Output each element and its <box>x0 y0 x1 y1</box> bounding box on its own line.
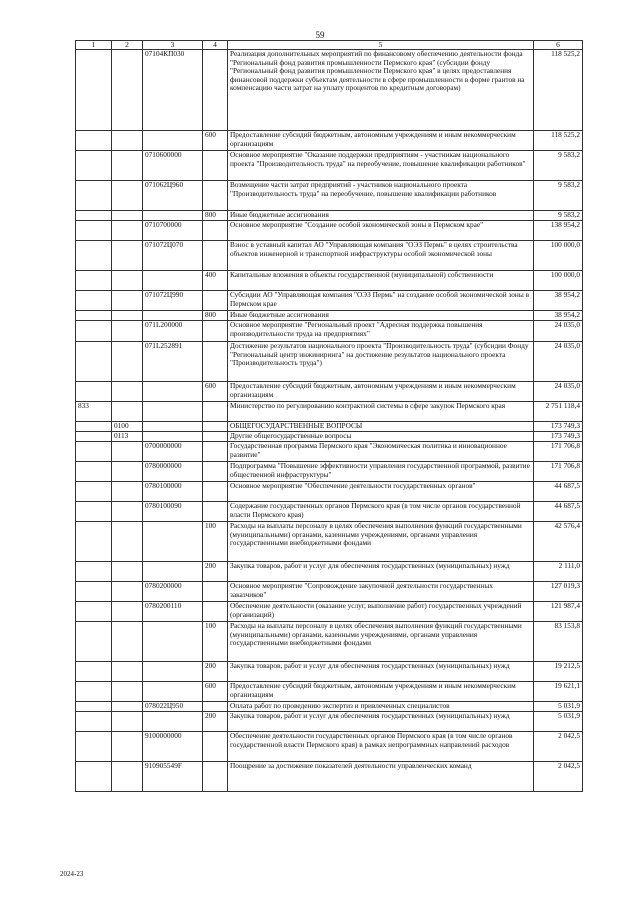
table-row <box>76 271 583 291</box>
section-code-cell: 0113 <box>112 432 143 442</box>
section-code-cell <box>112 151 143 181</box>
target-article-cell <box>143 311 203 321</box>
table-row <box>76 502 583 522</box>
expense-type-cell: 200 <box>203 712 228 732</box>
section-code-cell <box>112 682 143 702</box>
admin-code-cell <box>76 321 112 342</box>
section-code-cell <box>112 462 143 482</box>
admin-code-cell <box>76 181 112 211</box>
description-cell: Субсидии АО "Управляющая компания "ОЭЗ Пермь" на создание особой экономической зоны в Пермском крае <box>228 291 534 311</box>
description-cell: Закупка товаров, работ и услуг для обеспечения государственных (муниципальных) нужд <box>228 562 534 582</box>
section-code-cell <box>112 762 143 792</box>
expense-type-cell: 200 <box>203 662 228 682</box>
amount-cell: 2 042,5 <box>534 762 583 792</box>
section-code-cell <box>112 622 143 662</box>
amount-cell: 127 019,3 <box>534 582 583 602</box>
admin-code-cell <box>76 482 112 502</box>
expense-type-cell <box>203 321 228 342</box>
section-code-cell <box>112 662 143 682</box>
section-code-cell <box>112 50 143 131</box>
description-cell: Обеспечение деятельности (оказание услуг, выполнение работ) государственных учреждений (организаций) <box>228 602 534 622</box>
amount-cell: 44 687,5 <box>534 502 583 522</box>
admin-code-cell <box>76 662 112 682</box>
section-code-cell <box>112 211 143 221</box>
description-cell: Возмещение части затрат предприятий - участников национального проекта "Производительность труда" на переобучение, повышение квалификации работников <box>228 181 534 211</box>
target-article-cell <box>143 662 203 682</box>
amount-cell: 2 111,0 <box>534 562 583 582</box>
header-cell: 4 <box>203 41 228 50</box>
expense-type-cell: 600 <box>203 682 228 702</box>
section-code-cell <box>112 402 143 422</box>
admin-code-cell <box>76 211 112 221</box>
header-row <box>76 41 583 50</box>
description-cell: Иные бюджетные ассигнования <box>228 311 534 321</box>
description-cell: Министерство по регулированию контрактной системы в сфере закупок Пермского края <box>228 402 534 422</box>
description-cell: Обеспечение деятельности государственных органов Пермского края (в том числе органов государственной власти Пермского края) в рамках непрограммных направлений расходов <box>228 732 534 762</box>
expense-type-cell <box>203 502 228 522</box>
header-cell: 6 <box>534 41 583 50</box>
table-row <box>76 321 583 342</box>
amount-cell: 38 954,2 <box>534 291 583 311</box>
target-article-cell: 0710700000 <box>143 221 203 241</box>
table-row <box>76 151 583 181</box>
description-cell: Достижение результатов национального проекта "Производительность труда" (субсидии Фонду "Региональный центр инжиниринга" на достижение результатов национального проекта "Производительность труда") <box>228 342 534 382</box>
description-cell: Основное мероприятие "Сопровождение закупочной деятельности государственных заказчиков" <box>228 582 534 602</box>
target-article-cell: 071062Ц960 <box>143 181 203 211</box>
section-code-cell <box>112 712 143 732</box>
expense-type-cell <box>203 221 228 241</box>
header-cell: 2 <box>112 41 143 50</box>
target-article-cell <box>143 271 203 291</box>
amount-cell: 9 583,2 <box>534 211 583 221</box>
expense-type-cell <box>203 762 228 792</box>
description-cell: ОБЩЕГОСУДАРСТВЕННЫЕ ВОПРОСЫ <box>228 422 534 432</box>
admin-code-cell <box>76 502 112 522</box>
admin-code-cell <box>76 291 112 311</box>
expense-type-cell <box>203 432 228 442</box>
table-row <box>76 762 583 792</box>
amount-cell: 173 749,3 <box>534 422 583 432</box>
admin-code-cell <box>76 762 112 792</box>
expense-type-cell <box>203 732 228 762</box>
table-row <box>76 442 583 462</box>
table-row <box>76 682 583 702</box>
amount-cell: 42 576,4 <box>534 522 583 562</box>
admin-code-cell <box>76 221 112 241</box>
table-row <box>76 211 583 221</box>
amount-cell: 83 153,8 <box>534 622 583 662</box>
amount-cell: 121 987,4 <box>534 602 583 622</box>
description-cell: Содержание государственных органов Пермского края (в том числе органов государственной власти Пермского края) <box>228 502 534 522</box>
admin-code-cell <box>76 462 112 482</box>
table-row <box>76 712 583 732</box>
admin-code-cell: 833 <box>76 402 112 422</box>
target-article-cell <box>143 131 203 151</box>
section-code-cell <box>112 181 143 211</box>
description-cell: Закупка товаров, работ и услуг для обеспечения государственных (муниципальных) нужд <box>228 662 534 682</box>
target-article-cell: 071072Ц990 <box>143 291 203 311</box>
expense-type-cell <box>203 442 228 462</box>
expense-type-cell <box>203 50 228 131</box>
expense-type-cell <box>203 602 228 622</box>
admin-code-cell <box>76 442 112 462</box>
description-cell: Государственная программа Пермского края "Экономическая политика и инновационное развитие" <box>228 442 534 462</box>
table-row <box>76 522 583 562</box>
target-article-cell: 0700000000 <box>143 442 203 462</box>
section-code-cell <box>112 221 143 241</box>
admin-code-cell <box>76 311 112 321</box>
description-cell: Подпрограмма "Повышение эффективности управления государственной программой, развитие общественной инфраструктуры" <box>228 462 534 482</box>
target-article-cell <box>143 382 203 402</box>
amount-cell: 9 583,2 <box>534 181 583 211</box>
description-cell: Предоставление субсидий бюджетным, автономным учреждениям и иным некоммерческим организациям <box>228 682 534 702</box>
table-row <box>76 311 583 321</box>
admin-code-cell <box>76 602 112 622</box>
table-row <box>76 382 583 402</box>
expense-type-cell <box>203 291 228 311</box>
admin-code-cell <box>76 522 112 562</box>
footer-code: 2024-23 <box>60 870 84 878</box>
admin-code-cell <box>76 712 112 732</box>
table-row <box>76 221 583 241</box>
section-code-cell <box>112 241 143 271</box>
admin-code-cell <box>76 342 112 382</box>
target-article-cell: 0780200110 <box>143 602 203 622</box>
table-row <box>76 50 583 131</box>
table-row <box>76 732 583 762</box>
target-article-cell <box>143 522 203 562</box>
description-cell: Основное мероприятие "Региональный проект "Адресная поддержка повышения производительности труда на предприятиях" <box>228 321 534 342</box>
section-code-cell <box>112 562 143 582</box>
budget-table <box>75 40 583 792</box>
expense-type-cell <box>203 342 228 382</box>
description-cell: Предоставление субсидий бюджетным, автономным учреждениям и иным некоммерческим организациям <box>228 382 534 402</box>
expense-type-cell: 600 <box>203 382 228 402</box>
target-article-cell <box>143 622 203 662</box>
expense-type-cell: 800 <box>203 211 228 221</box>
target-article-cell: 0780100000 <box>143 482 203 502</box>
amount-cell: 118 525,2 <box>534 131 583 151</box>
table-row <box>76 702 583 712</box>
amount-cell: 100 000,0 <box>534 271 583 291</box>
admin-code-cell <box>76 682 112 702</box>
table-row <box>76 562 583 582</box>
description-cell: Расходы на выплаты персоналу в целях обеспечения выполнения функций государственными (муниципальными) органами, казенными учреждениями, органами управления государственными внебюджетными фондами <box>228 522 534 562</box>
description-cell: Основное мероприятие "Обеспечение деятельности государственных органов" <box>228 482 534 502</box>
expense-type-cell <box>203 702 228 712</box>
section-code-cell <box>112 382 143 402</box>
expense-type-cell: 100 <box>203 522 228 562</box>
expense-type-cell <box>203 422 228 432</box>
amount-cell: 2 042,5 <box>534 732 583 762</box>
target-article-cell: 071L252891 <box>143 342 203 382</box>
admin-code-cell <box>76 382 112 402</box>
target-article-cell: 078022Ц950 <box>143 702 203 712</box>
admin-code-cell <box>76 562 112 582</box>
target-article-cell <box>143 682 203 702</box>
section-code-cell <box>112 582 143 602</box>
section-code-cell <box>112 311 143 321</box>
section-code-cell <box>112 291 143 311</box>
admin-code-cell <box>76 151 112 181</box>
expense-type-cell <box>203 482 228 502</box>
section-code-cell <box>112 502 143 522</box>
amount-cell: 100 000,0 <box>534 241 583 271</box>
section-code-cell <box>112 271 143 291</box>
amount-cell: 138 954,2 <box>534 221 583 241</box>
amount-cell: 171 706,8 <box>534 462 583 482</box>
table-row <box>76 582 583 602</box>
table-row <box>76 432 583 442</box>
expense-type-cell: 800 <box>203 311 228 321</box>
expense-type-cell <box>203 462 228 482</box>
table-row <box>76 482 583 502</box>
description-cell: Закупка товаров, работ и услуг для обеспечения государственных (муниципальных) нужд <box>228 712 534 732</box>
target-article-cell: 071L200000 <box>143 321 203 342</box>
expense-type-cell <box>203 582 228 602</box>
description-cell: Другие общегосударственные вопросы <box>228 432 534 442</box>
amount-cell: 19 621,1 <box>534 682 583 702</box>
table-row <box>76 462 583 482</box>
description-cell: Поощрение за достижение показателей деятельности управленческих команд <box>228 762 534 792</box>
admin-code-cell <box>76 271 112 291</box>
section-code-cell <box>112 342 143 382</box>
target-article-cell <box>143 402 203 422</box>
target-article-cell: 0780200000 <box>143 582 203 602</box>
expense-type-cell <box>203 151 228 181</box>
target-article-cell: 0780100090 <box>143 502 203 522</box>
description-cell: Расходы на выплаты персоналу в целях обеспечения выполнения функций государственными (муниципальными) органами, казенными учреждениями, органами управления государственными внебюджетными фондами <box>228 622 534 662</box>
section-code-cell <box>112 131 143 151</box>
admin-code-cell <box>76 622 112 662</box>
table-row <box>76 422 583 432</box>
admin-code-cell <box>76 241 112 271</box>
target-article-cell: 0780000000 <box>143 462 203 482</box>
amount-cell: 24 035,0 <box>534 382 583 402</box>
admin-code-cell <box>76 422 112 432</box>
amount-cell: 44 687,5 <box>534 482 583 502</box>
admin-code-cell <box>76 131 112 151</box>
target-article-cell: 07104КП030 <box>143 50 203 131</box>
header-cell: 3 <box>143 41 203 50</box>
header-cell: 5 <box>228 41 534 50</box>
admin-code-cell <box>76 432 112 442</box>
expense-type-cell: 200 <box>203 562 228 582</box>
amount-cell: 118 525,2 <box>534 50 583 131</box>
table-row <box>76 291 583 311</box>
amount-cell: 5 031,9 <box>534 702 583 712</box>
expense-type-cell <box>203 181 228 211</box>
section-code-cell <box>112 482 143 502</box>
table-row <box>76 622 583 662</box>
expense-type-cell: 100 <box>203 622 228 662</box>
section-code-cell <box>112 732 143 762</box>
table-row <box>76 241 583 271</box>
table-row <box>76 342 583 382</box>
admin-code-cell <box>76 702 112 712</box>
section-code-cell <box>112 321 143 342</box>
target-article-cell <box>143 562 203 582</box>
amount-cell: 171 706,8 <box>534 442 583 462</box>
section-code-cell <box>112 702 143 712</box>
amount-cell: 19 212,5 <box>534 662 583 682</box>
admin-code-cell <box>76 732 112 762</box>
description-cell: Предоставление субсидий бюджетным, автономным учреждениям и иным некоммерческим организациям <box>228 131 534 151</box>
table-row <box>76 181 583 211</box>
amount-cell: 24 035,0 <box>534 321 583 342</box>
expense-type-cell <box>203 241 228 271</box>
target-article-cell: 910905549F <box>143 762 203 792</box>
target-article-cell: 9100000000 <box>143 732 203 762</box>
expense-type-cell: 600 <box>203 131 228 151</box>
table-row <box>76 602 583 622</box>
description-cell: Взнос в уставный капитал АО "Управляющая компания "ОЭЗ Пермь" в целях строительства объектов инженерной и транспортной инфраструктуры особой экономической зоны <box>228 241 534 271</box>
section-code-cell <box>112 522 143 562</box>
amount-cell: 173 749,3 <box>534 432 583 442</box>
admin-code-cell <box>76 582 112 602</box>
amount-cell: 9 583,2 <box>534 151 583 181</box>
amount-cell: 38 954,2 <box>534 311 583 321</box>
target-article-cell: 0710600000 <box>143 151 203 181</box>
description-cell: Оплата работ по проведению экспертиз и привлеченных специалистов <box>228 702 534 712</box>
description-cell: Основное мероприятие "Создание особой экономической зоны в Пермском крае" <box>228 221 534 241</box>
target-article-cell <box>143 211 203 221</box>
target-article-cell: 071072Ц070 <box>143 241 203 271</box>
expense-type-cell <box>203 402 228 422</box>
amount-cell: 24 035,0 <box>534 342 583 382</box>
table-row <box>76 402 583 422</box>
description-cell: Реализация дополнительных мероприятий по финансовому обеспечению деятельности фонда "Региональный фонд развития промышленности Пермского края" (субсидии фонду "Региональный фонд развития промышленности Пермского края" в целях предоставления финансовой поддержки субъектам деятельности в сфере промышленности в форме грантов на компенсацию части затрат на уплату процентов по кредитным договорам) <box>228 50 534 131</box>
admin-code-cell <box>76 50 112 131</box>
description-cell: Иные бюджетные ассигнования <box>228 211 534 221</box>
header-cell: 1 <box>76 41 112 50</box>
expense-type-cell: 400 <box>203 271 228 291</box>
page-number: 59 <box>315 30 325 40</box>
section-code-cell <box>112 442 143 462</box>
target-article-cell <box>143 712 203 732</box>
description-cell: Капитальные вложения в объекты государственной (муниципальной) собственности <box>228 271 534 291</box>
table-row <box>76 131 583 151</box>
target-article-cell <box>143 432 203 442</box>
amount-cell: 5 031,9 <box>534 712 583 732</box>
target-article-cell <box>143 422 203 432</box>
description-cell: Основное мероприятие "Оказание поддержки предприятиям - участникам национального проекта "Производительность труда" на переобучение, повышение квалификации работников" <box>228 151 534 181</box>
table-row <box>76 662 583 682</box>
section-code-cell <box>112 602 143 622</box>
section-code-cell: 0100 <box>112 422 143 432</box>
amount-cell: 2 751 118,4 <box>534 402 583 422</box>
